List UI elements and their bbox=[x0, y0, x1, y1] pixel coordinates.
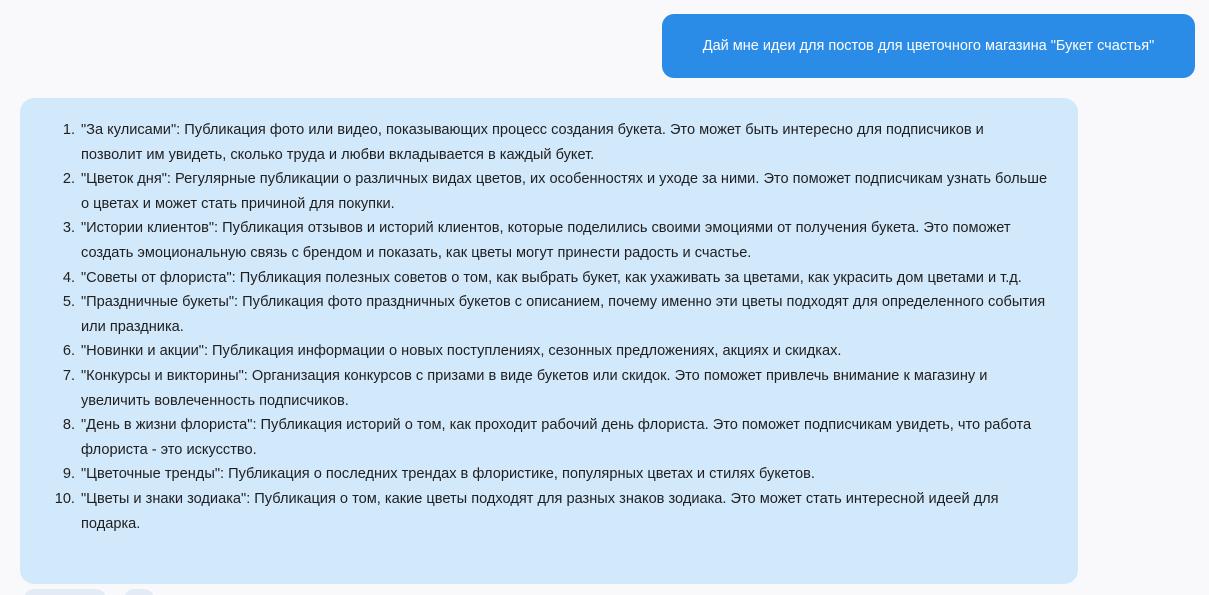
list-item bbox=[62, 266, 1048, 291]
list-item bbox=[62, 339, 1048, 364]
list-item bbox=[62, 413, 1048, 462]
list-item-number: 3. bbox=[62, 220, 75, 237]
list-item bbox=[62, 167, 1048, 216]
list-item-number: 5. bbox=[62, 294, 75, 311]
list-item-text: "За кулисами": Публикация фото или видео, показывающих процесс создания букета. Это может быть интересно для подписчиков и позволит им увидеть, сколько труда и любви вкладывается в каждый букет. bbox=[81, 122, 984, 163]
list-item-text: "Праздничные букеты": Публикация фото праздничных букетов с описанием, почему именно эти цветы подходят для определенного события или праздника. bbox=[81, 294, 1046, 335]
list-item-text: "Истории клиентов": Публикация отзывов и историй клиентов, которые поделились своими эмоциями от получения букета. Это поможет создать эмоциональную связь с брендом и показать, как цветы могут принести радость и счастье. bbox=[81, 220, 1011, 261]
list-item bbox=[62, 364, 1048, 413]
list-item-number: 2. bbox=[62, 171, 75, 188]
list-item-text: "Цветок дня": Регулярные публикации о различных видах цветов, их особенностях и уходе за ними. Это поможет подписчикам узнать больше о цветах и может стать причиной для покупки. bbox=[81, 171, 1048, 212]
user-message-bubble bbox=[662, 14, 1195, 78]
list-item bbox=[62, 462, 1048, 487]
list-item bbox=[62, 290, 1048, 339]
list-item-number: 6. bbox=[62, 343, 75, 360]
list-item bbox=[62, 216, 1048, 265]
list-item-number: 8. bbox=[62, 417, 75, 434]
list-item-number: 7. bbox=[62, 367, 75, 384]
ideas-list bbox=[20, 118, 1048, 536]
assistant-message-bubble bbox=[20, 98, 1078, 584]
user-message-text: Дай мне идеи для постов для цветочного магазина "Букет счастья" bbox=[702, 38, 1155, 54]
list-item-text: "Цветы и знаки зодиака": Публикация о том, какие цветы подходят для разных знаков зодиака. Это может стать интересной идеей для подарка. bbox=[81, 490, 999, 532]
list-item-number: 10. bbox=[54, 490, 75, 507]
list-item-number: 1. bbox=[62, 122, 75, 138]
list-item-text: "Цветочные тренды": Публикация о последних трендах в флористике, популярных цветах и стилях букетов. bbox=[81, 466, 815, 483]
message-action-icon-button[interactable] bbox=[124, 589, 154, 595]
list-item-text: "Советы от флориста": Публикация полезных советов о том, как выбрать букет, как ухаживать за цветами, как украсить дом цветами и т.д. bbox=[81, 269, 1022, 286]
list-item-text: "День в жизни флориста": Публикация историй о том, как проходит рабочий день флориста. Это поможет подписчикам увидеть, что работа флориста - это искусство. bbox=[81, 417, 1032, 458]
list-item-number: 4. bbox=[62, 269, 75, 286]
list-item-text: "Конкурсы и викторины": Организация конкурсов с призами в виде букетов или скидок. Это поможет привлечь внимание к магазину и увеличить вовлеченность подписчиков. bbox=[81, 367, 988, 409]
list-item bbox=[62, 118, 1048, 167]
list-item-number: 9. bbox=[62, 466, 75, 483]
list-item-text: "Новинки и акции": Публикация информации о новых поступлениях, сезонных предложениях, акциях и скидках. bbox=[81, 343, 842, 360]
list-item bbox=[54, 487, 1048, 536]
message-action-button[interactable] bbox=[24, 589, 106, 595]
